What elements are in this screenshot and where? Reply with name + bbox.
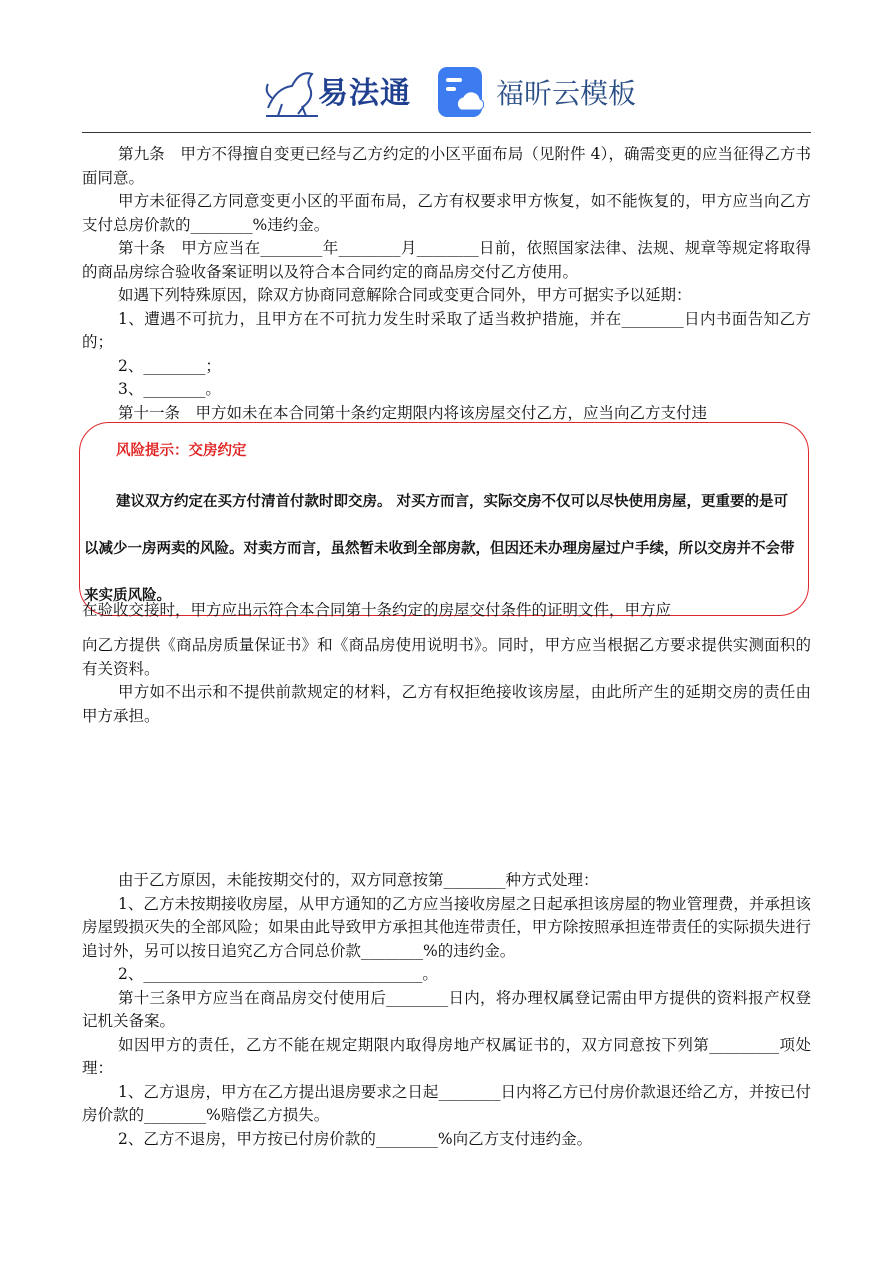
yifatong-logo-text: 易法通 [318, 76, 411, 111]
delay-reason-1: 1、遭遇不可抗力，且甲方在不可抗力发生时采取了适当救护措施，并在________日内书面告知乙方的； [82, 309, 811, 351]
refund-option-1: 1、乙方退房，甲方在乙方提出退房要求之日起________日内将乙方已付房价款退还给乙方，并按已付房价款的________%赔偿乙方损失。 [82, 1082, 811, 1124]
quality-documents-paragraph: 向乙方提供《商品房质量保证书》和《商品房使用说明书》。同时，甲方应当根据乙方要求提供实测面积的有关资料。 [82, 636, 811, 678]
refusal-paragraph: 甲方如不出示和不提供前款规定的材料，乙方有权拒绝接收该房屋，由此所产生的延期交房的责任由甲方承担。 [82, 683, 811, 725]
inspection-paragraph-start: 在验收交接时，甲方应出示符合本合同第十条约定的房屋交付条件的证明文件，甲方应 [82, 601, 672, 619]
refund-option-2: 2、乙方不退房，甲方按已付房价款的________%向乙方支付违约金。 [118, 1129, 593, 1148]
article-10-paragraph: 第十条 甲方应当在________年________月________日前，依照国家法律、法规、规章等规定将取得的商品房综合验收备案证明以及符合本合同约定的商品房交付乙方使用。 [82, 239, 811, 281]
delay-reason-3: 3、________。 [118, 380, 221, 398]
partially-hidden-line [82, 601, 811, 622]
article-9-penalty-paragraph: 甲方未征得乙方同意变更小区的平面布局，乙方有权要求甲方恢复，如不能恢复的，甲方应当向乙方支付总房价款的________%违约金。 [82, 192, 811, 234]
article-13-paragraph: 第十三条甲方应当在商品房交付使用后________日内，将办理权属登记需由甲方提供的资料报产权登记机关备案。 [82, 988, 811, 1030]
page-header [0, 0, 893, 135]
foxit-template-logo-text: 福昕云模板 [496, 77, 637, 110]
article-9-paragraph: 第九条 甲方不得擅自变更已经与乙方约定的小区平面布局（见附件 4），确需变更的应当征得乙方书面同意。 [82, 145, 811, 187]
contract-section-middle [82, 634, 811, 728]
delay-reason-2: 2、________； [118, 356, 221, 375]
risk-tip-title: 风险提示：交房约定 [116, 443, 247, 459]
delay-reasons-intro: 如遇下列特殊原因，除双方协商同意解除合同或变更合同外，甲方可据实予以延期： [118, 286, 692, 304]
contract-section-bottom [82, 869, 811, 1151]
risk-tip-body: 建议双方约定在买方付清首付款时即交房。 对买方而言，实际交房不仅可以尽快使用房屋，更重要的是可以减少一房两卖的风险。对卖方而言，虽然暂未收到全部房款，但因还未办理房屋过户手续，所以交房并不会带来实质风险。 [84, 494, 795, 604]
risk-tip-box [79, 422, 809, 616]
title-certificate-paragraph: 如因甲方的责任，乙方不能在规定期限内取得房地产权属证书的，双方同意按下列第_________项处理： [82, 1035, 811, 1077]
buyer-delay-option-2: 2、____________________________________。 [118, 965, 438, 983]
contract-section-top [82, 143, 811, 420]
foxit-cloud-logo-icon [437, 66, 487, 118]
buyer-delay-intro: 由于乙方原因，未能按期交付的，双方同意按第________种方式处理： [118, 871, 599, 889]
buyer-delay-option-1: 1、乙方未按期接收房屋，从甲方通知的乙方应当接收房屋之日起承担该房屋的物业管理费，并承担该房屋毁损灭失的全部风险；如果由此导致甲方承担其他连带责任，甲方除按照承担连带责任的实际损失进行追讨外，另可以按日追究乙方合同总价款________%的违约金。 [82, 894, 811, 960]
header-divider [82, 132, 811, 133]
article-11-paragraph: 第十一条 甲方如未在本合同第十条约定期限内将该房屋交付乙方，应当向乙方支付违 [118, 403, 708, 422]
